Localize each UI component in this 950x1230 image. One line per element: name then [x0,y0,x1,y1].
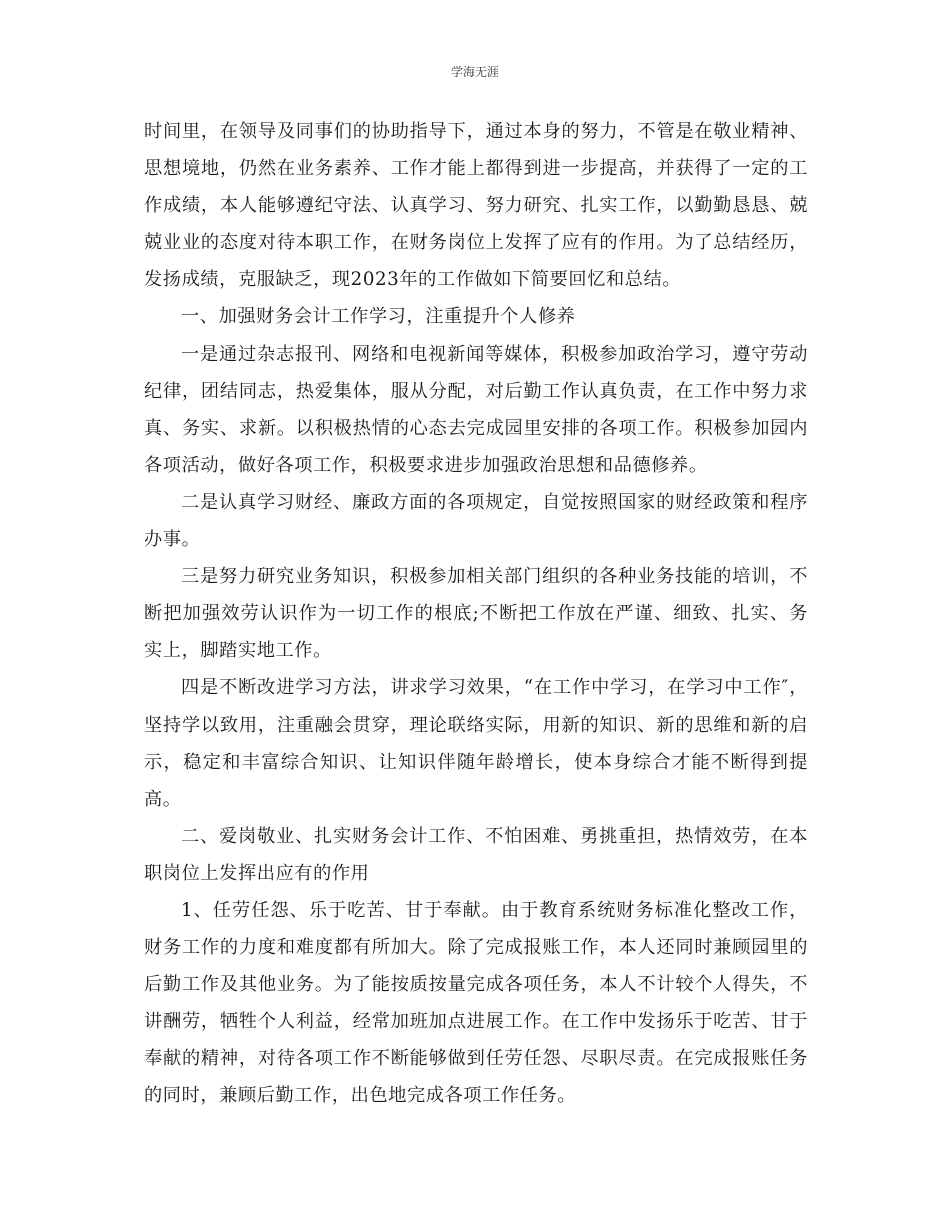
page-header: 学海无涯 [450,65,499,79]
paragraph-point-2: 二是认真学习财经、廉政方面的各项规定，自觉按照国家的财经政策和程序办事。 [144,491,808,551]
paragraph-point-1: 一是通过杂志报刊、网络和电视新闻等媒体，积极参加政治学习，遵守劳动纪律，团结同志，热爱集体，服从分配，对后勤工作认真负责，在工作中努力求真、务实、求新。以积极热情的心态去完成园里安排的各项工作。积极参加园内各项活动，做好各项工作，积极要求进步加强政治思想和品德修养。 [144,343,808,476]
paragraph-intro-continued: 时间里，在领导及同事们的协助指导下，通过本身的努力，不管是在敬业精神、思想境地，仍然在业务素养、工作才能上都得到进一步提高，并获得了一定的工作成绩，本人能够遵纪守法、认真学习、努力研究、扎实工作，以勤勤恳恳、兢兢业业的态度对待本职工作，在财务岗位上发挥了应有的作用。为了总结经历，发扬成绩，克服缺乏，现2023年的工作做如下简要回忆和总结。 [144,121,808,291]
section-heading-2: 二、爱岗敬业、扎实财务会计工作、不怕困难、勇挑重担，热情效劳，在本职岗位上发挥出应有的作用 [144,825,808,884]
section-heading-1: 一、加强财务会计工作学习，注重提升个人修养 [181,306,576,328]
paragraph-point-3: 三是努力研究业务知识，积极参加相关部门组织的各种业务技能的培训，不断把加强效劳认识作为一切工作的根底;不断把工作放在严谨、细致、扎实、务实上，脚踏实地工作。 [144,566,808,662]
paragraph-point-4: 四是不断改进学习方法，讲求学习效果，“在工作中学习，在学习中工作″，坚持学以致用，注重融会贯穿，理论联络实际，用新的知识、新的思维和新的启示，稳定和丰富综合知识、让知识伴随年龄增长，使本身综合才能不断得到提高。 [144,677,808,810]
document-body [144,113,808,1115]
paragraph-item-1: 1、任劳任怨、乐于吃苦、甘于奉献。由于教育系统财务标准化整改工作，财务工作的力度和难度都有所加大。除了完成报账工作，本人还同时兼顾园里的后勤工作及其他业务。为了能按质按量完成各项任务，本人不计较个人得失，不讲酬劳，牺牲个人利益，经常加班加点进展工作。在工作中发扬乐于吃苦、甘于奉献的精神，对待各项工作不断能够做到任劳任怨、尽职尽责。在完成报账任务的同时，兼顾后勤工作，出色地完成各项工作任务。 [144,899,808,1107]
